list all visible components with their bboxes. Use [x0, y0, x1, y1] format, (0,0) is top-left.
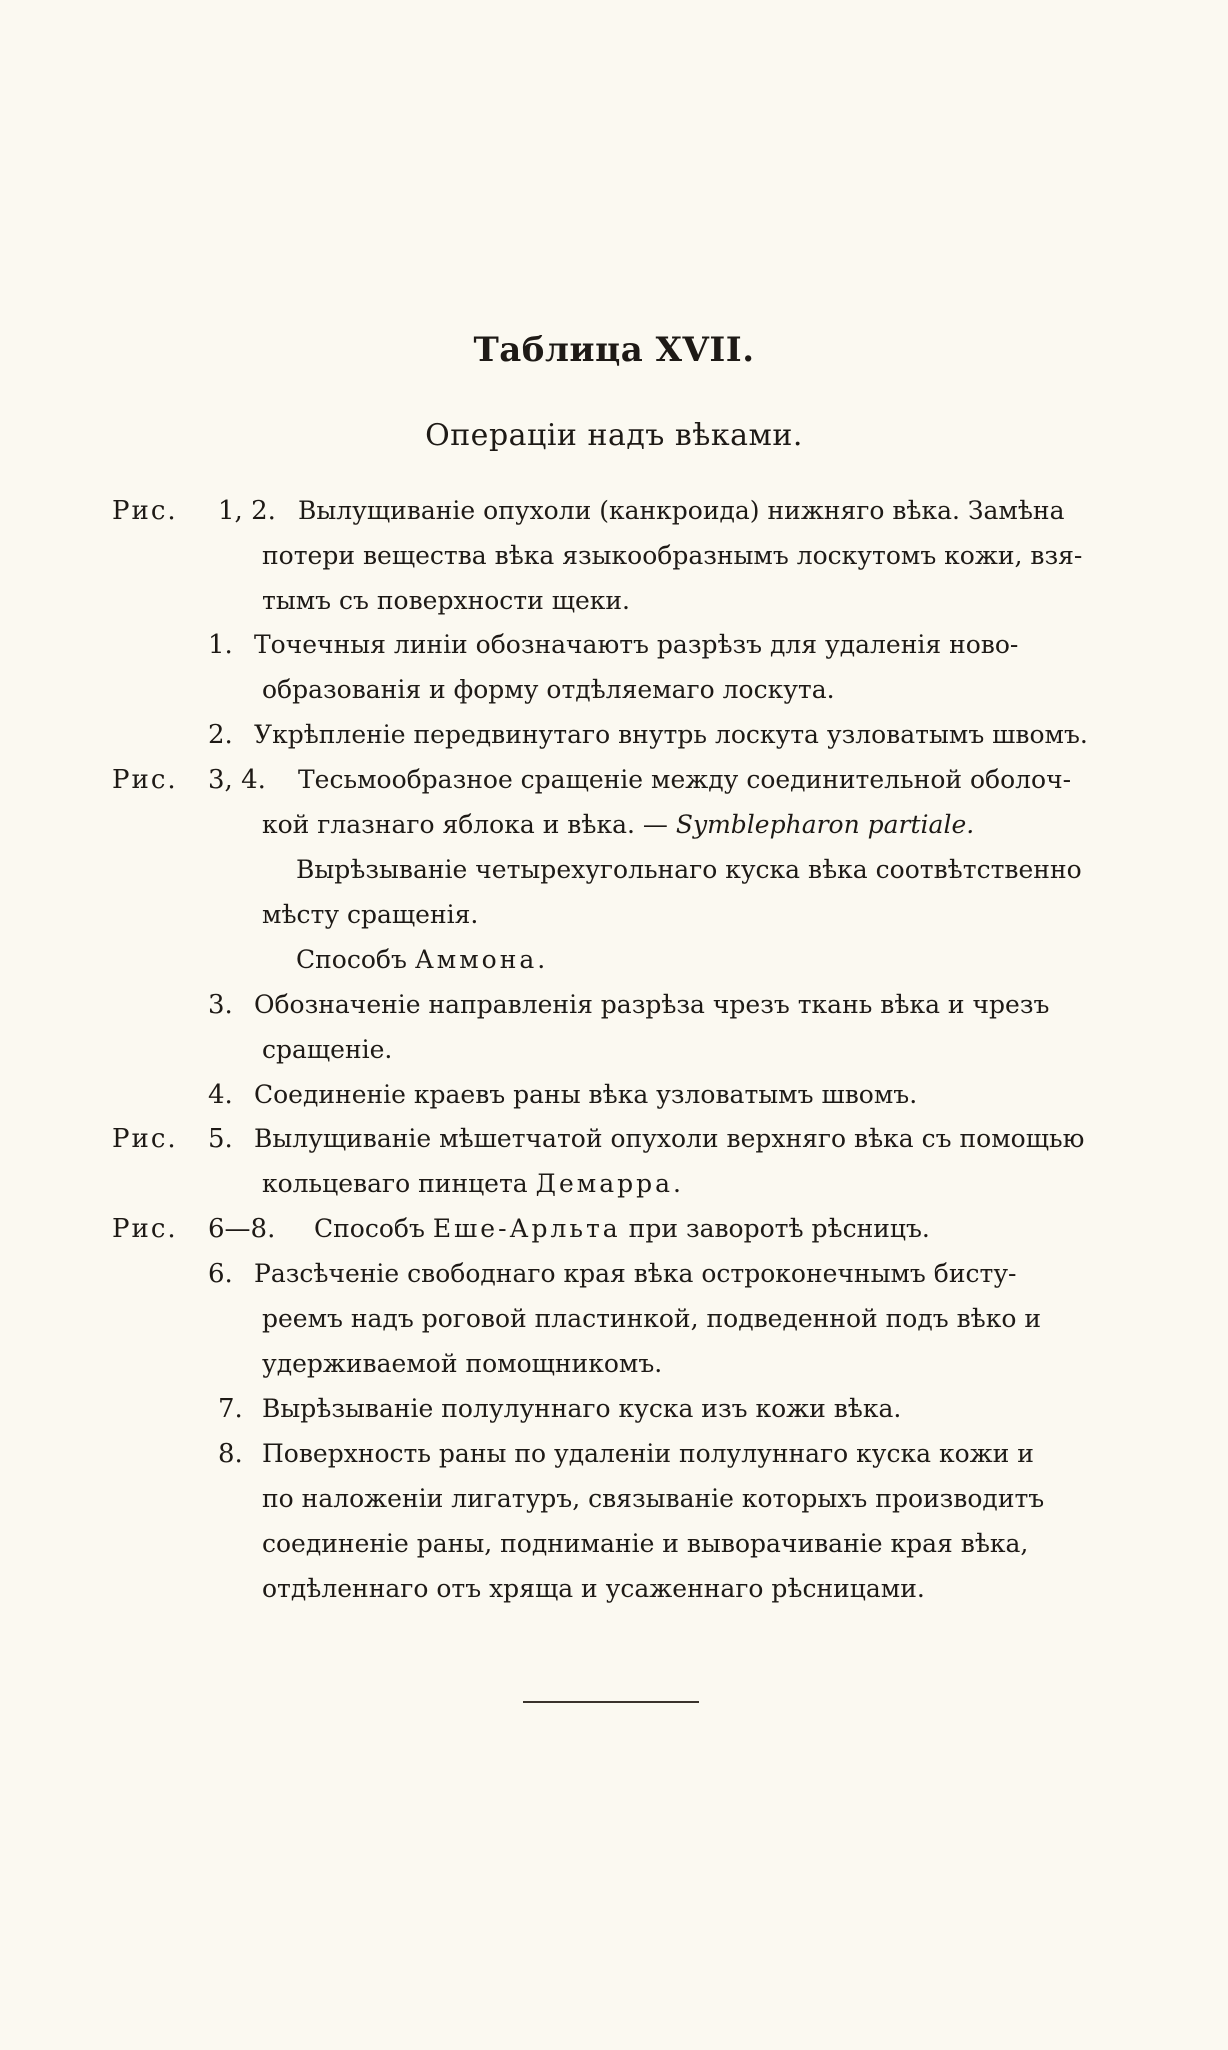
text-line: по наложеніи лигатуръ, связываніе которыхъ производитъ — [262, 1484, 1045, 1513]
text-segment: кой глазнаго яблока и вѣка. — — [262, 810, 668, 839]
author-name: Демарра. — [535, 1169, 685, 1198]
figure-label: Рис. — [112, 1214, 178, 1244]
text-line: отдѣленнаго отъ хряща и усаженнаго рѣсницами. — [262, 1574, 925, 1603]
author-name: Аммона. — [414, 945, 549, 974]
text-segment: кольцеваго пинцета — [262, 1169, 528, 1198]
figure-label: Рис. — [112, 496, 178, 526]
text-line — [314, 1212, 930, 1246]
text-line: тымъ съ поверхности щеки. — [262, 586, 630, 615]
text-segment: Способъ — [296, 945, 407, 974]
figure-number: 1. — [208, 630, 233, 660]
figure-number: 2. — [208, 720, 233, 750]
text-segment: при заворотѣ рѣсницъ. — [628, 1214, 930, 1243]
page-title: Таблица XVII. — [473, 330, 755, 370]
latin-term: Symblepharon partiale. — [675, 810, 975, 839]
text-line: мѣсту сращенія. — [262, 900, 479, 929]
figure-label: Рис. — [112, 1124, 178, 1154]
text-line: реемъ надъ роговой пластинкой, подведенной подъ вѣко и — [262, 1304, 1042, 1333]
page-subtitle: Операціи надъ вѣками. — [425, 418, 803, 453]
figure-number: 6. — [208, 1259, 233, 1289]
figure-label: Рис. — [112, 765, 178, 795]
figure-number: 5. — [208, 1124, 233, 1154]
text-line: Укрѣпленіе передвинутаго внутрь лоскута узловатымъ швомъ. — [254, 720, 1088, 749]
text-line: Поверхность раны по удаленіи полулуннаго куска кожи и — [262, 1439, 1034, 1468]
closing-rule-divider — [523, 1701, 699, 1703]
figure-number: 1, 2. — [218, 496, 276, 526]
text-line: Вылущиваніе опухоли (канкроида) нижняго вѣка. Замѣна — [298, 496, 1065, 525]
text-line: Точечныя линіи обозначаютъ разрѣзъ для удаленія ново- — [254, 630, 1019, 659]
text-line — [296, 943, 548, 977]
text-line: Соединеніе краевъ раны вѣка узловатымъ швомъ. — [254, 1080, 918, 1109]
text-line: Тесьмообразное сращеніе между соединительной оболоч- — [298, 765, 1072, 794]
figure-number: 3. — [208, 990, 233, 1020]
text-line: Обозначеніе направленія разрѣза чрезъ ткань вѣка и чрезъ — [254, 990, 1050, 1019]
text-line: Разсѣченіе свободнаго края вѣка остроконечнымъ бисту- — [254, 1259, 1017, 1288]
figure-number: 6—8. — [208, 1214, 276, 1244]
author-name: Еше-Арльта — [432, 1214, 621, 1243]
text-line: удерживаемой помощникомъ. — [262, 1349, 663, 1378]
figure-number: 7. — [218, 1394, 243, 1424]
text-line — [262, 1167, 684, 1201]
text-line: Вырѣзываніе четырехугольнаго куска вѣка соотвѣтственно — [296, 855, 1082, 884]
text-line: Вылущиваніе мѣшетчатой опухоли верхняго вѣка съ помощью — [254, 1124, 1085, 1153]
figure-number: 8. — [218, 1439, 243, 1469]
text-line: потери вещества вѣка языкообразнымъ лоскутомъ кожи, взя- — [262, 541, 1083, 570]
figure-number: 4. — [208, 1080, 233, 1110]
text-line: сращеніе. — [262, 1035, 393, 1064]
text-line: соединеніе раны, подниманіе и выворачиваніе края вѣка, — [262, 1529, 1029, 1558]
text-line: образованія и форму отдѣляемаго лоскута. — [262, 675, 835, 704]
text-line — [262, 808, 974, 842]
text-line: Вырѣзываніе полулуннаго куска изъ кожи вѣка. — [262, 1394, 902, 1423]
figure-number: 3, 4. — [208, 765, 266, 795]
text-segment: Способъ — [314, 1214, 425, 1243]
